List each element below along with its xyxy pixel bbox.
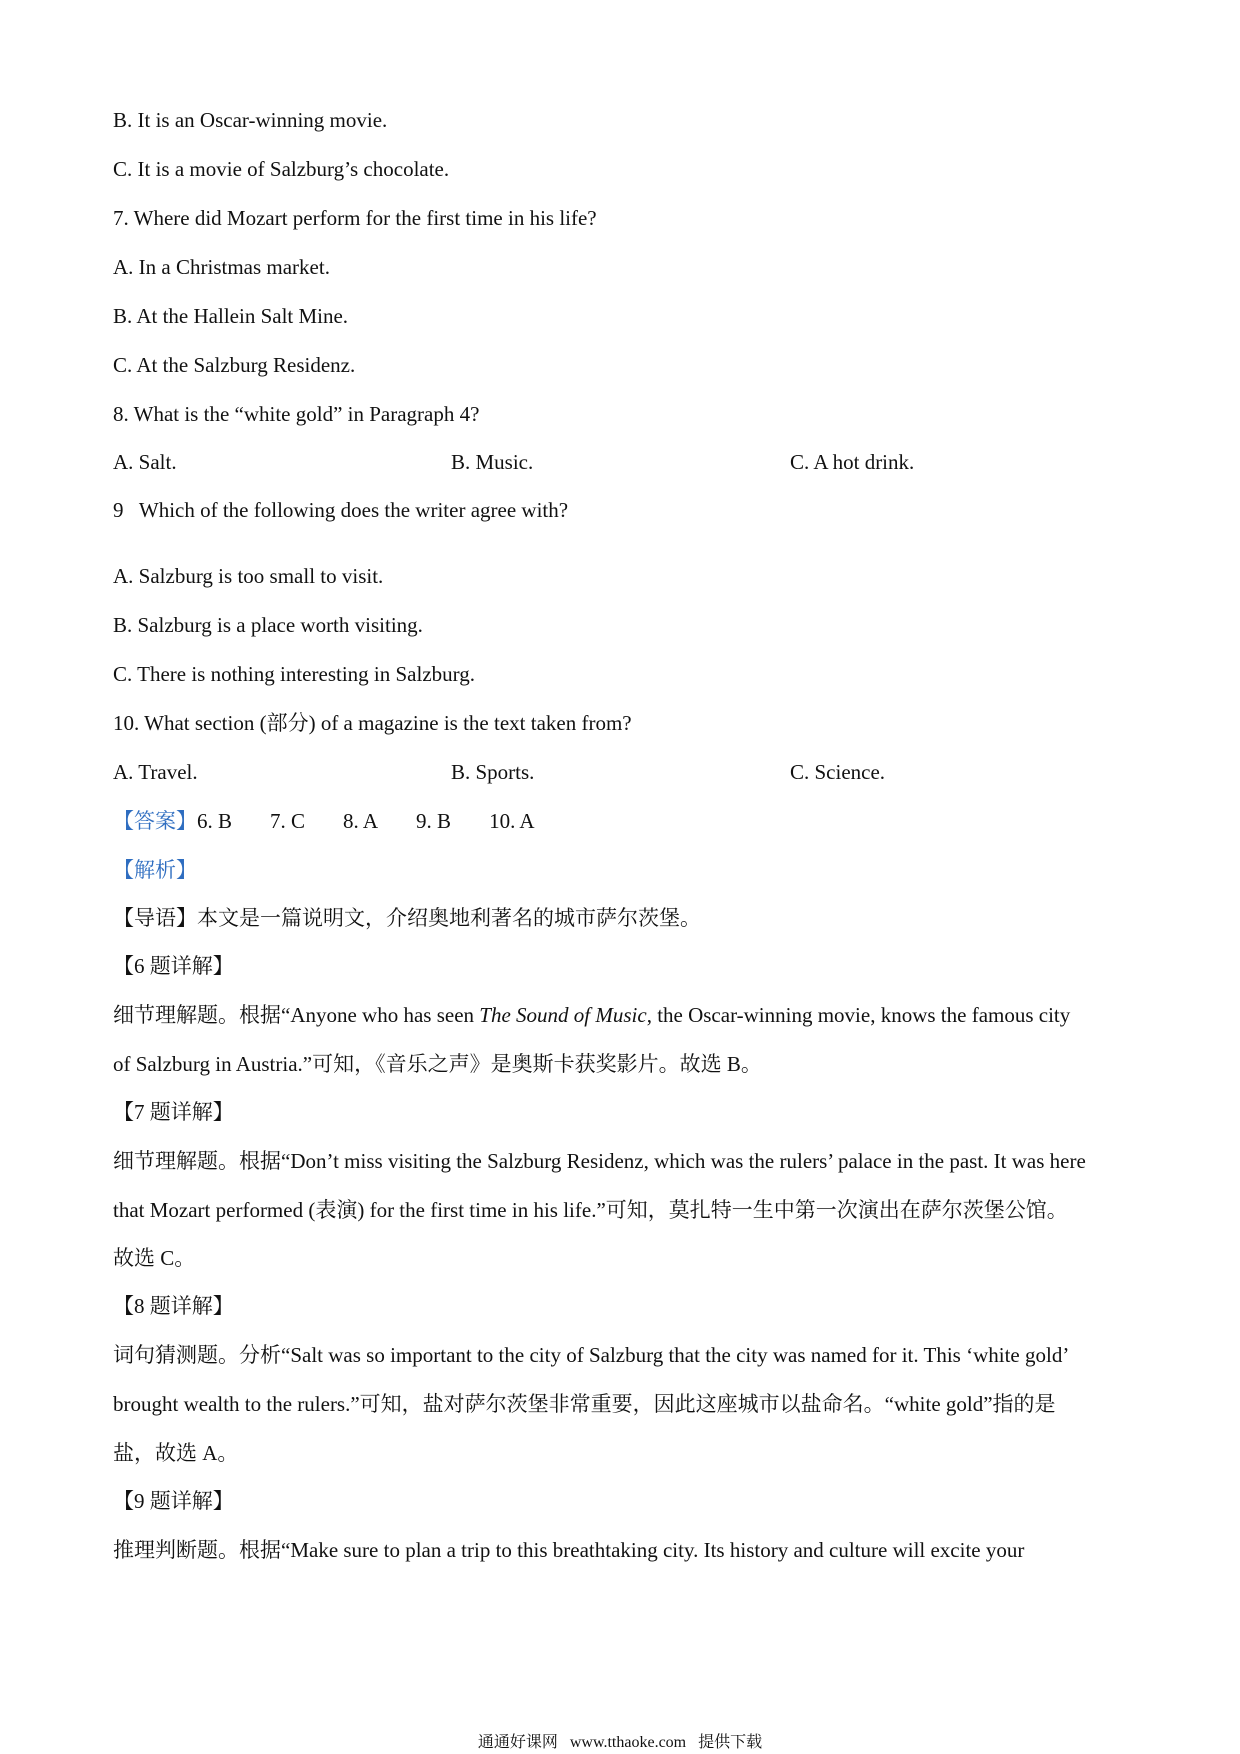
question-6-option-c: C. It is a movie of Salzburg’s chocolate. [113, 157, 450, 181]
detail-8-line-1: 词句猜测题。分析“Salt was so important to the city of Salzburg that the city was named for it. This ‘white gold’ [113, 1343, 1070, 1367]
movie-title: The Sound of Music [479, 1003, 647, 1027]
detail-8-heading: 【8 题详解】 [113, 1294, 234, 1318]
detail-8-line-2: brought wealth to the rulers.”可知，盐对萨尔茨堡非常重要，因此这座城市以盐命名。“white gold”指的是 [113, 1392, 1056, 1416]
footer-site-name: 通通好课网 [477, 1734, 558, 1751]
page-footer [0, 1733, 1240, 1753]
question-8-option-c: C. A hot drink. [790, 450, 915, 474]
question-9: 9 Which of the following does the writer agree with? [113, 498, 569, 522]
detail-9-heading: 【9 题详解】 [113, 1489, 234, 1513]
question-7-option-b: B. At the Hallein Salt Mine. [113, 304, 349, 328]
question-6-option-b: B. It is an Oscar-winning movie. [113, 108, 388, 132]
question-10-option-a: A. Travel. [113, 760, 198, 784]
analysis-label: 【解析】 [113, 858, 197, 882]
detail-6-heading: 【6 题详解】 [113, 954, 234, 978]
question-7-option-a: A. In a Christmas market. [113, 255, 330, 279]
detail-7-line-3: 故选 C。 [113, 1246, 196, 1270]
detail-7-heading: 【7 题详解】 [113, 1100, 234, 1124]
answer-10: 10. A [489, 809, 535, 833]
detail-8-line-3: 盐，故选 A。 [113, 1441, 239, 1465]
detail-6-line-2: of Salzburg in Austria.”可知，《音乐之声》是奥斯卡获奖影片。故选 B。 [113, 1052, 762, 1076]
answer-line [113, 809, 535, 833]
question-7: 7. Where did Mozart perform for the first time in his life? [113, 206, 597, 230]
answer-label: 【答案】 [113, 809, 197, 833]
question-8: 8. What is the “white gold” in Paragraph 4? [113, 402, 480, 426]
question-9-option-b: B. Salzburg is a place worth visiting. [113, 613, 423, 637]
analysis-intro: 【导语】本文是一篇说明文，介绍奥地利著名的城市萨尔茨堡。 [113, 906, 701, 930]
detail-7-line-2: that Mozart performed (表演) for the first time in his life.”可知，莫扎特一生中第一次演出在萨尔茨堡公馆。 [113, 1198, 1068, 1222]
question-9-option-a: A. Salzburg is too small to visit. [113, 564, 384, 588]
answer-6: 6. B [197, 809, 233, 833]
answer-9: 9. B [416, 809, 452, 833]
detail-6-line-1: 细节理解题。根据“Anyone who has seen The Sound of Music, the Oscar-winning movie, knows the famous city [113, 1003, 1071, 1027]
answer-8: 8. A [343, 809, 379, 833]
detail-9-line-1: 推理判断题。根据“Make sure to plan a trip to this breathtaking city. Its history and culture will excite your [113, 1538, 1025, 1562]
question-10: 10. What section (部分) of a magazine is the text taken from? [113, 711, 632, 735]
question-9-option-c: C. There is nothing interesting in Salzburg. [113, 662, 476, 686]
question-10-option-c: C. Science. [790, 760, 886, 784]
footer-url[interactable]: www.tthaoke.com [569, 1734, 687, 1751]
question-7-option-c: C. At the Salzburg Residenz. [113, 353, 356, 377]
question-8-option-a: A. Salt. [113, 450, 177, 474]
question-10-option-b: B. Sports. [451, 760, 535, 784]
detail-7-line-1: 细节理解题。根据“Don’t miss visiting the Salzburg Residenz, which was the rulers’ palace in the past. It was here [113, 1149, 1086, 1173]
question-8-option-b: B. Music. [451, 450, 534, 474]
footer-note: 提供下载 [698, 1734, 763, 1751]
answer-7: 7. C [270, 809, 306, 833]
